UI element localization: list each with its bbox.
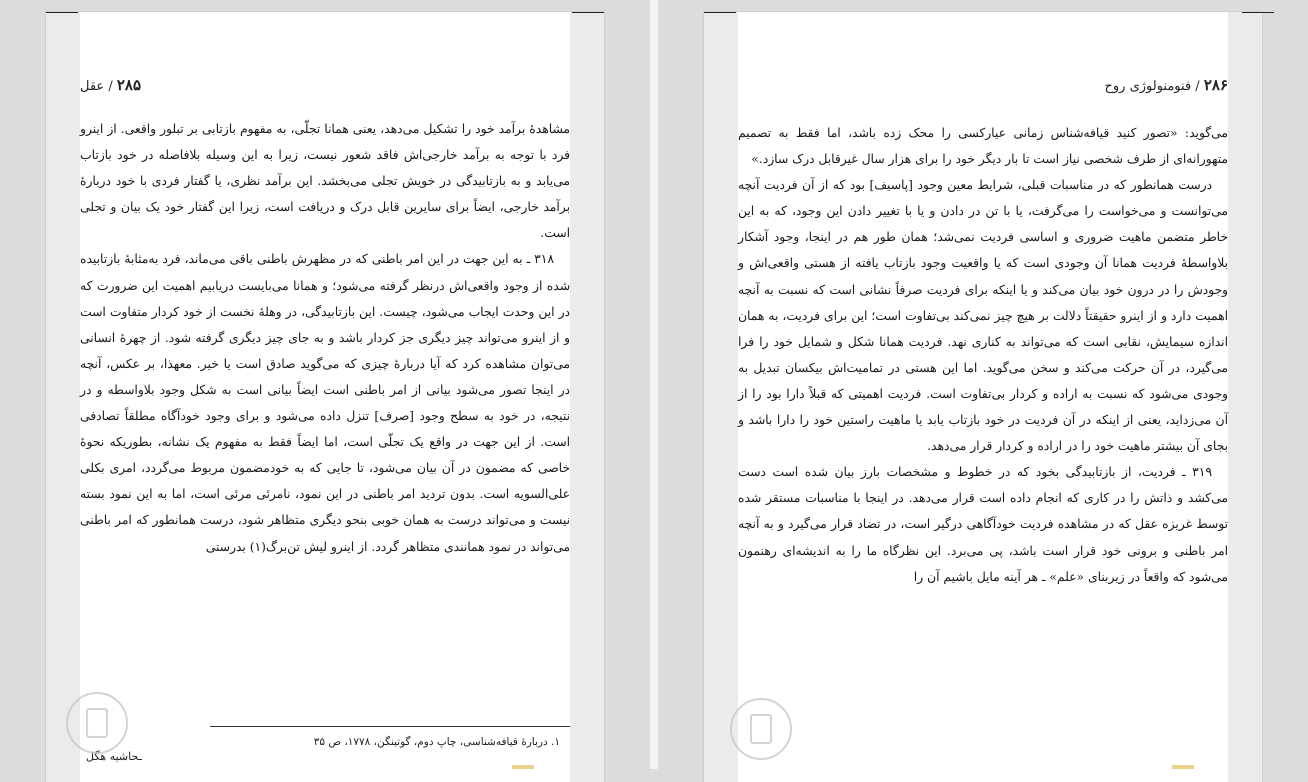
running-header bbox=[80, 76, 570, 98]
header-separator: / bbox=[104, 79, 113, 94]
paragraph: ۳۱۹ ـ فردیت، از بازتابیدگی بخود که در خطوط و مشخصات بارز بیان شده است دست می‌کشد و ذاتش را در کاری که انجام داده است قرار می‌دهد. در اینجا با مناسبات مستقر شده توسط غریزه عقل که در مشاهده فردیت خودآگاهی درگیر است، در تضاد قرار می‌گیرد و به آنچه امر باطنی و برونی خود قرار است باشد، پی می‌برد. این نظرگاه ما را به اندیشه‌ای رهنمون می‌شود که واقعاً در زیربنای «علم» ـ هر آینه مایل باشیم آن را bbox=[738, 465, 1228, 584]
paragraph: می‌گوید: «تصور کنید قیافه‌شناس زمانی عیارکسی را محک زده باشد، اما فقط به تصمیم متهورانه‌ای از طرف شخصی نیاز است تا بار دیگر خود را برای هزار سال غیرقابل درک سازد.» bbox=[738, 126, 1228, 167]
running-title: فنومنولوژی روح bbox=[1104, 79, 1192, 94]
crop-mark bbox=[572, 12, 604, 13]
page-286 bbox=[704, 12, 1262, 782]
crop-mark bbox=[704, 12, 736, 13]
page-gutter bbox=[650, 0, 658, 769]
page-sheet bbox=[738, 12, 1228, 782]
page-285 bbox=[46, 12, 604, 782]
page-body bbox=[738, 120, 1228, 590]
library-stamp-watermark bbox=[730, 698, 792, 760]
highlight-marker bbox=[512, 765, 534, 769]
page-number: ۲۸۵ bbox=[116, 76, 142, 94]
paragraph: مشاهدهٔ برآمد خود را تشکیل می‌دهد، یعنی همانا تجلّی، به مفهوم بازتابی بر تبلور واقعی. از اینرو فرد با توجه به برآمد خارجی‌اش فاقد شعور نیست، زیرا به این وسیله بلافاصله در خود بازتاب می‌یابد و به بازتابیدگی در خویش تجلی می‌بخشد. این برآمد نظری، یا گفتار فردی با خود دربارهٔ برآمد خارجی، ایضاً برای سایرین قابل درک و دریافت است، زیرا این گفتار خود یک بیان و تجلی است. bbox=[80, 122, 570, 241]
running-title: عقل bbox=[80, 79, 105, 94]
crop-mark bbox=[46, 12, 78, 13]
footnote: ۱. دربارهٔ قیافه‌شناسی، چاپ دوم، گوتینگن، ۱۷۷۸، ص ۳۵ bbox=[313, 736, 560, 748]
page-body bbox=[80, 116, 570, 560]
margin-note: ـحاشیه هگل bbox=[86, 750, 142, 763]
library-stamp-watermark bbox=[66, 692, 128, 754]
crop-mark bbox=[1242, 12, 1274, 13]
footnote-rule bbox=[210, 726, 570, 727]
running-header bbox=[738, 76, 1228, 98]
header-separator: / bbox=[1191, 79, 1200, 94]
page-sheet bbox=[80, 12, 570, 782]
page-number: ۲۸۶ bbox=[1203, 76, 1228, 94]
paragraph: درست همانطور که در مناسبات قبلی، شرایط معین وجود [پاسیف] بود که از آن فردیت آنچه می‌توانست و می‌خواست را می‌گرفت، یا با تن در دادن و یا با تغییر دادن این وجود، که به این خاطر متضمن ماهیت ضروری و اساسی فردیت نمی‌شد؛ همان طور هم در اینجا، وجود آشکار بلاواسطهٔ فردیت همانا آن وجودی است که یا واقعیت وجود بازتاب یافته از هستی واقعی‌اش و وجودش را در درون خود بیان می‌کند و یا اینکه برای فردیت صرفاً نشانی است که نسبت به آنچه اهمیت دارد و از اینرو حقیقتاً دلالت بر هیچ چیز نمی‌کند بی‌تفاوت است؛ این برای فردیت، به همان اندازه سیمایش، نقابی است که می‌تواند به کناری نهد. فردیت همانا شکل و شمایل خود را فرا می‌گیرد، در آن حرکت می‌کند و سخن می‌گوید. اما این هستی در تمامیت‌اش بیکسان تبدیل به وجودی می‌شود که نسبت به اراده و کردار بی‌تفاوت است. فردیت اهمیتی که قبلاً دارا بود را از آن می‌زداید، یعنی از اینکه در آن فردیت در خود بازتاب یابد یا ماهیت راستین خود را دارا باشد و بجای آن بیشتر ماهیت خود را در اراده و کردار قرار می‌دهد. bbox=[738, 178, 1228, 454]
paragraph: ۳۱۸ ـ به این جهت در این امر باطنی که در مظهرش باطنی باقی می‌ماند، فرد به‌مثابهٔ بازتابیده شده از وجود واقعی‌اش درنظر گرفته می‌شود؛ و همانا می‌بایست دریابیم اهمیت این ضرورت که در این وحدت ایجاب می‌شود، چیست. این بازتابیدگی، در وهلهٔ نخست از خود کردار متفاوت است و از اینرو می‌تواند چیز دیگری جز کردار باشد و به جای چیز دیگری گرفته شود. از چهرهٔ انسانی می‌توان مشاهده کرد که آیا دربارهٔ چیزی که می‌گوید صادق است یا خیر. معهذا، بر عکس، آنچه در اینجا تصور می‌شود بیانی از امر باطنی است ایضاً بیانی است به شکل وجود بلاواسطه و در نتیجه، در خود به سطح وجود [صرف] تنزل داده می‌شود و برای وجود خودآگاه مطلقاً تصادفی است. از این جهت در واقع یک تجلّی است، اما ایضاً فقط به مفهوم یک نشانه، بطوریکه نحوهٔ خاصی که مضمون در آن بیان می‌شود، تا جایی که به خودمضمون مربوط می‌گردد، امری بکلی علی‌السویه است. بدون تردید امر باطنی در این نمود، نامرئی مرئی است، اما به این نمود بسته نیست و می‌تواند درست به همان خوبی بنحو دیگری متظاهر شود، درست همانطور که امر باطنی می‌تواند در نمود همانندی متظاهر گردد. از اینرو لیش تن‌برگ(۱) بدرستی bbox=[80, 252, 570, 554]
highlight-marker bbox=[1172, 765, 1194, 769]
